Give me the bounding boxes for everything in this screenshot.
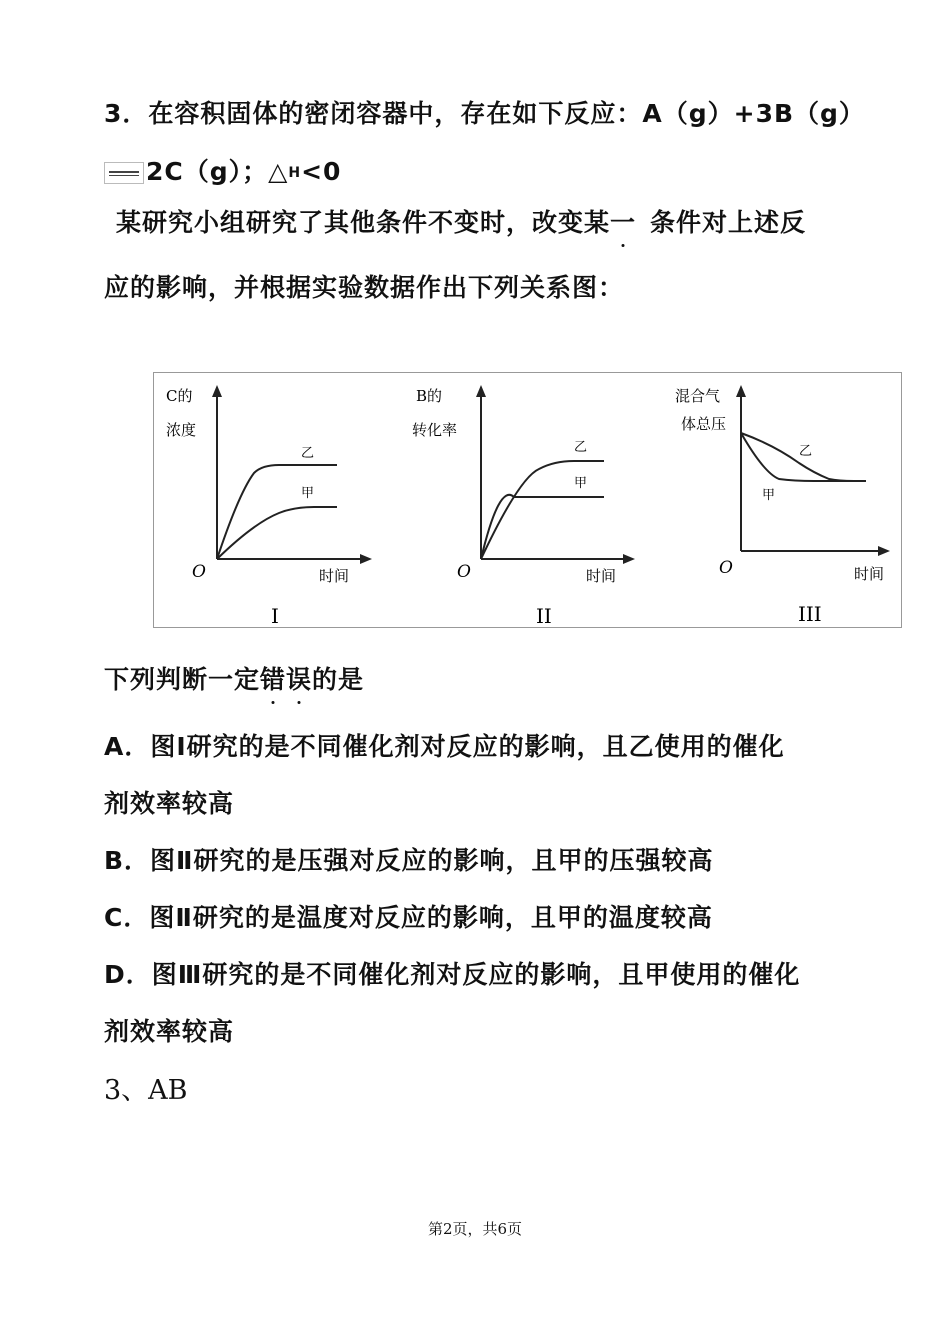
g1-label-yi: 乙 xyxy=(301,446,315,461)
curve-jia-2 xyxy=(481,495,604,559)
option-a-text-2: 剂效率较高 xyxy=(104,789,235,818)
equation-tail: 2C（g）；△ xyxy=(146,157,289,186)
g2-origin: O xyxy=(457,562,471,582)
option-b-line xyxy=(104,841,714,877)
graphs-svg xyxy=(154,373,901,627)
prompt-line xyxy=(104,660,364,696)
prompt-text-b: 的是 xyxy=(312,665,365,694)
equilibrium-arrow-icon xyxy=(104,162,144,184)
enthalpy-h: H xyxy=(288,165,302,181)
answer: 3、AB xyxy=(104,1075,188,1106)
option-a-line-1 xyxy=(104,727,785,763)
g2-roman: II xyxy=(536,604,552,627)
g3-origin: O xyxy=(719,558,733,578)
figure-panel xyxy=(153,372,902,628)
question-line-4 xyxy=(104,268,624,304)
question-text-3a: 某研究小组研究了其他条件不变时，改变某 xyxy=(116,208,611,237)
prompt-text-a: 下列判断一定 xyxy=(104,665,261,694)
graph-1 xyxy=(166,385,372,627)
option-c-line xyxy=(104,898,713,934)
option-d-text-2: 剂效率较高 xyxy=(104,1017,235,1046)
g3-roman: III xyxy=(798,602,822,626)
g1-roman: I xyxy=(271,604,279,627)
option-d-line-2 xyxy=(104,1012,234,1048)
emphasis-char-2: 误 xyxy=(286,665,313,694)
question-text-1: 3．在容积固体的密闭容器中，存在如下反应：A（g）+3B（g） xyxy=(104,99,865,128)
graph-2 xyxy=(412,385,635,627)
g3-label-yi: 乙 xyxy=(799,444,813,459)
curve-jia-1 xyxy=(217,507,337,559)
page-footer: 第2页，共6页 xyxy=(427,1220,523,1238)
option-d-text-1: D．图Ⅲ研究的是不同催化剂对反应的影响，且甲使用的催化 xyxy=(104,960,801,989)
g1-origin: O xyxy=(192,562,206,582)
option-a-line-2 xyxy=(104,784,234,820)
question-line-2 xyxy=(104,152,341,188)
emphasis-char-1: 错 xyxy=(260,665,287,694)
question-text-4: 应的影响，并根据实验数据作出下列关系图： xyxy=(104,273,625,302)
g3-ylabel-2: 体总压 xyxy=(681,415,727,433)
g2-xlabel: 时间 xyxy=(586,567,617,585)
question-text-3b: 条件对上述反 xyxy=(650,208,807,237)
g2-ylabel-2: 转化率 xyxy=(412,421,458,439)
g3-ylabel-1: 混合气 xyxy=(675,387,721,405)
emphasis-char: 一 xyxy=(610,208,637,237)
g1-label-jia: 甲 xyxy=(301,486,315,501)
option-b-text: B．图Ⅱ研究的是压强对反应的影响，且甲的压强较高 xyxy=(104,846,714,875)
option-c-text: C．图Ⅱ研究的是温度对反应的影响，且甲的温度较高 xyxy=(104,903,713,932)
g2-label-yi: 乙 xyxy=(574,440,588,455)
g3-xlabel: 时间 xyxy=(854,565,885,583)
question-line-1 xyxy=(104,94,865,130)
option-d-line-1 xyxy=(104,955,800,991)
curve-yi-1 xyxy=(217,465,337,559)
enthalpy-sign: <0 xyxy=(301,157,342,186)
g1-ylabel-1: C的 xyxy=(166,387,193,405)
graph-3 xyxy=(675,385,890,626)
question-line-3 xyxy=(116,203,806,239)
g1-xlabel: 时间 xyxy=(319,567,350,585)
g2-label-jia: 甲 xyxy=(574,476,588,491)
g1-ylabel-2: 浓度 xyxy=(166,421,197,439)
g3-label-jia: 甲 xyxy=(762,488,776,503)
option-a-text-1: A．图Ⅰ研究的是不同催化剂对反应的影响，且乙使用的催化 xyxy=(104,732,785,761)
g2-ylabel-1: B的 xyxy=(416,387,443,405)
